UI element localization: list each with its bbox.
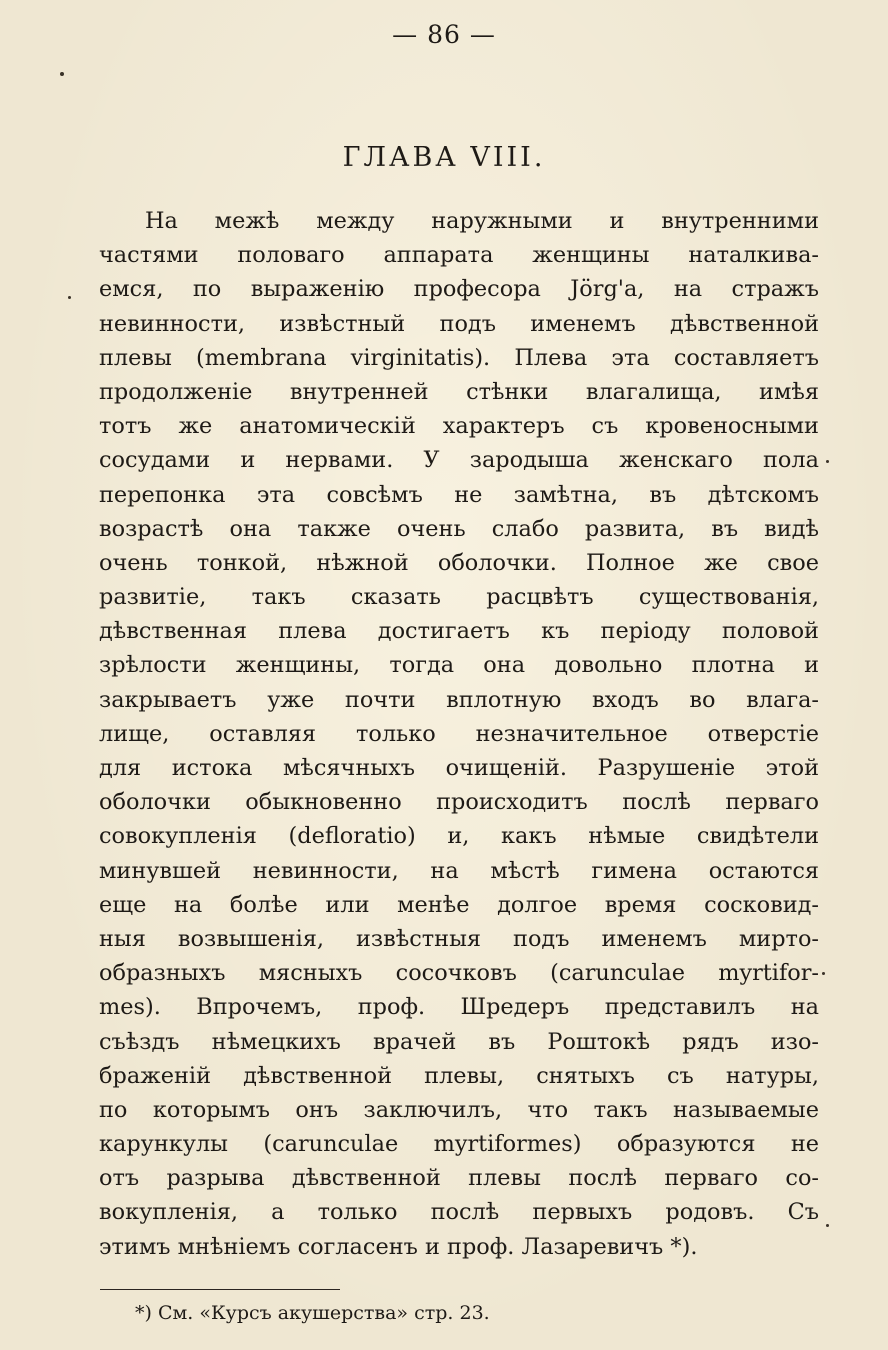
footnote: *) См. «Курсъ акушерства» стр. 23.: [135, 1302, 490, 1324]
text-line: лище, оставляя только незначительное отверстіе: [99, 720, 819, 747]
text-line: зрѣлости женщины, тогда она довольно плотна и: [99, 652, 819, 679]
print-speck: [68, 296, 71, 299]
text-line: оболочки обыкновенно происходитъ послѣ перваго: [99, 789, 819, 816]
text-line: невинности, извѣстный подъ именемъ дѣвственной: [99, 310, 819, 337]
text-line: частями половаго аппарата женщины наталкива-: [99, 242, 819, 269]
text-line: образныхъ мясныхъ сосочковъ (carunculae myrtifor-: [99, 960, 819, 987]
text-line: этимъ мнѣніемъ согласенъ и проф. Лазаревичъ *).: [99, 1233, 698, 1260]
body-text: [99, 204, 819, 1264]
print-speck: [826, 460, 829, 463]
text-line: отъ разрыва дѣвственной плевы послѣ перваго со-: [99, 1165, 819, 1192]
text-line: развитіе, такъ сказать расцвѣтъ существованія,: [99, 584, 819, 611]
text-line: очень тонкой, нѣжной оболочки. Полное же свое: [99, 549, 819, 576]
text-line: сосудами и нервами. У зародыша женскаго пола: [99, 447, 819, 474]
text-line: На межѣ между наружными и внутренними: [145, 208, 819, 234]
text-line: плевы (membrana virginitatis). Плева эта составляетъ: [99, 344, 819, 371]
text-line: закрываетъ уже почти вплотную входъ во влага-: [99, 686, 819, 713]
text-line: вокупленія, а только послѣ первыхъ родовъ. Съ: [99, 1199, 819, 1226]
text-line: емся, по выраженію професора Jörg'а, на стражъ: [99, 276, 819, 303]
text-line: браженій дѣвственной плевы, снятыхъ съ натуры,: [99, 1062, 819, 1089]
print-speck: [826, 1224, 829, 1227]
text-line: съѣздъ нѣмецкихъ врачей въ Роштокѣ рядъ изо-: [99, 1028, 819, 1055]
footnote-divider: [100, 1289, 340, 1290]
text-line: продолженіе внутренней стѣнки влагалища, имѣя: [99, 378, 819, 405]
print-speck: [822, 972, 825, 975]
text-line: ныя возвышенія, извѣстныя подъ именемъ мирто-: [99, 925, 819, 952]
text-line: перепонка эта совсѣмъ не замѣтна, въ дѣтскомъ: [99, 481, 819, 508]
text-line: по которымъ онъ заключилъ, что такъ называемые: [99, 1096, 819, 1123]
text-line: минувшей невинности, на мѣстѣ гимена остаются: [99, 857, 819, 884]
print-speck: [60, 72, 64, 76]
chapter-title: ГЛАВА VIII.: [342, 142, 546, 173]
text-line: возрастѣ она также очень слабо развита, въ видѣ: [99, 515, 819, 542]
text-line: совокупленія (defloratio) и, какъ нѣмые свидѣтели: [99, 823, 819, 850]
text-line: для истока мѣсячныхъ очищеній. Разрушеніе этой: [99, 755, 819, 781]
text-line: тотъ же анатомическій характеръ съ кровеносными: [99, 413, 819, 440]
page-number: — 86 —: [392, 20, 496, 49]
text-line: карункулы (carunculae myrtiformes) образуются не: [99, 1131, 819, 1158]
text-line: mes). Впрочемъ, проф. Шредеръ представилъ на: [99, 994, 819, 1021]
text-line: дѣвственная плева достигаетъ къ періоду половой: [99, 618, 819, 645]
text-line: еще на болѣе или менѣе долгое время сосковид-: [99, 891, 819, 918]
